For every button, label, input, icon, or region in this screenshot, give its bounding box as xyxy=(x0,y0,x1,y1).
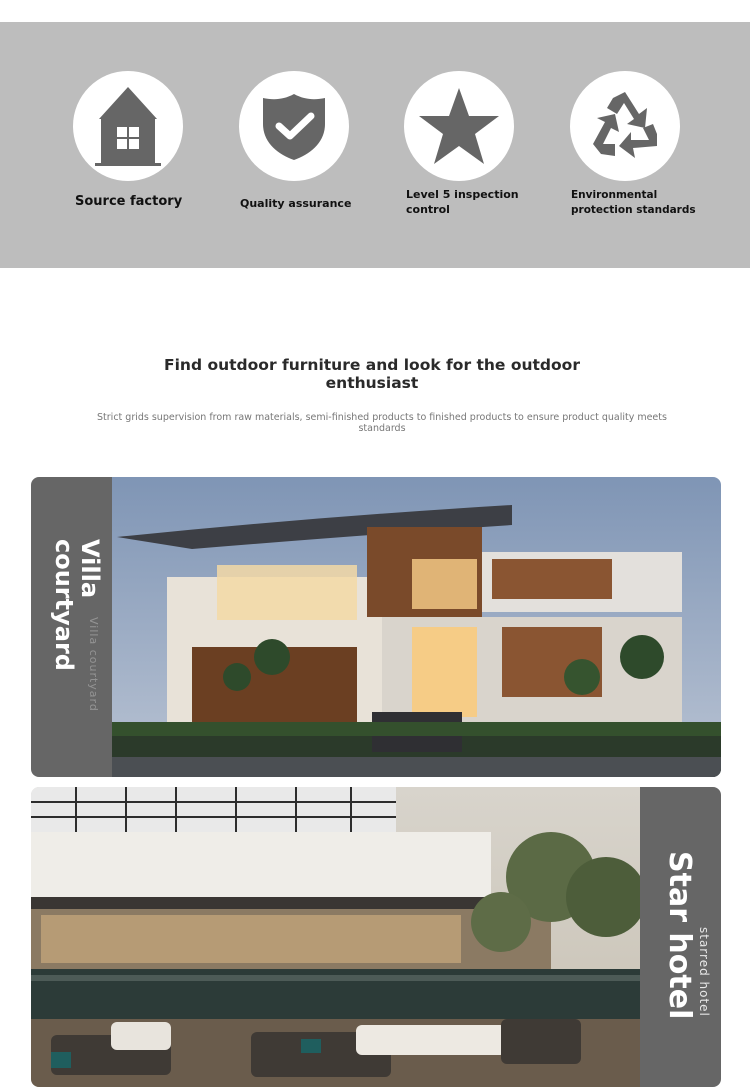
recycle-icon xyxy=(587,88,663,164)
feature-quality-assurance xyxy=(208,22,378,268)
card-side-panel xyxy=(31,477,112,777)
villa-photo xyxy=(112,477,721,777)
section-subheading: Strict grids supervision from raw materials, semi-finished products to finished products to ensure product quality meets standards xyxy=(97,412,667,434)
star-icon xyxy=(417,86,501,166)
feature-environmental xyxy=(539,22,709,268)
card-subtitle: starred hotel xyxy=(697,927,711,1017)
star-hotel-card[interactable] xyxy=(31,787,721,1087)
feature-source-factory xyxy=(42,22,212,268)
card-subtitle: Villa courtyard xyxy=(87,617,100,712)
feature-label: Quality assurance xyxy=(240,197,352,210)
feature-icon-circle xyxy=(570,71,680,181)
card-title: Star hotel xyxy=(662,851,697,1020)
feature-label: Environmental protection standards xyxy=(571,189,696,216)
house-icon xyxy=(93,83,163,169)
feature-icon-circle xyxy=(239,71,349,181)
shield-check-icon xyxy=(259,90,329,162)
villa-courtyard-card[interactable] xyxy=(31,477,721,777)
feature-label: Source factory xyxy=(75,194,183,209)
section-heading: Find outdoor furniture and look for the outdoor enthusiast xyxy=(164,356,580,392)
feature-level5-inspection xyxy=(373,22,543,268)
feature-icon-circle xyxy=(73,71,183,181)
feature-label: Level 5 inspection control xyxy=(406,188,519,216)
card-title: Villa courtyard xyxy=(50,539,104,671)
feature-icon-circle xyxy=(404,71,514,181)
hotel-photo xyxy=(31,787,640,1087)
card-side-panel xyxy=(640,787,721,1087)
features-band xyxy=(0,22,750,268)
